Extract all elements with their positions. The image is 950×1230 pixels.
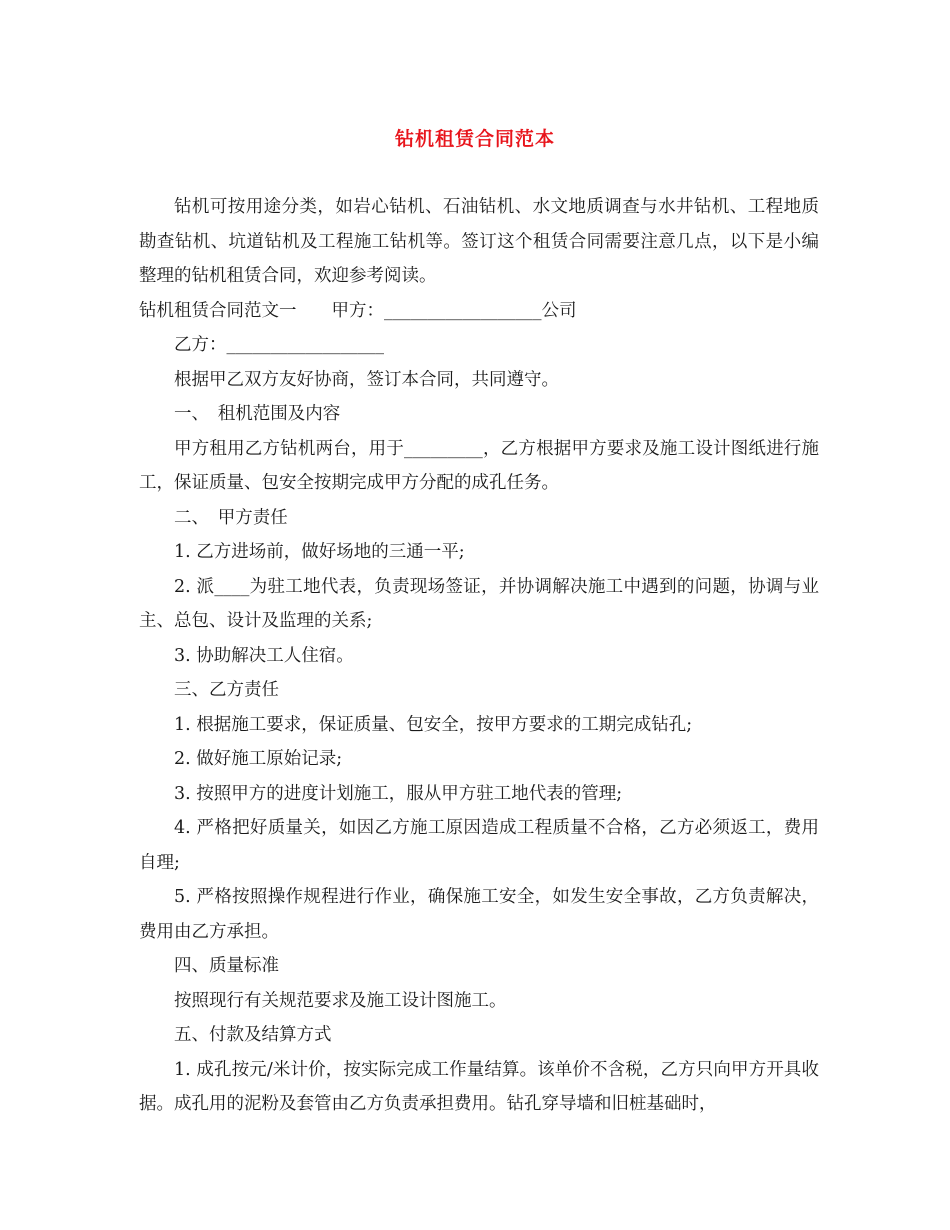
section-3-heading: 三、乙方责任	[174, 680, 279, 700]
section-4-text: 按照现行有关规范要求及施工设计图施工。	[174, 990, 507, 1011]
section-3-item: 3. 按照甲方的进度计划施工，服从甲方驻工地代表的管理;	[174, 783, 623, 804]
section-5-text: 1. 成孔按元/米计价，按实际完成工作量结算。该单价不含税，乙方只向甲方开具收据。成孔用的泥粉及套管由乙方负责承担费用。钻孔穿导墙和旧桩基础时，	[139, 1059, 819, 1114]
section-4-heading: 四、质量标准	[174, 956, 279, 976]
section-3-item: 2. 做好施工原始记录;	[174, 749, 343, 769]
party-b-line: 乙方：__________________	[174, 335, 384, 355]
preamble: 根据甲乙双方友好协商，签订本合同，共同遵守。	[174, 369, 559, 390]
section-1-text: 甲方租用乙方钻机两台，用于_________，乙方根据甲方要求及施工设计图纸进行施工，保证质量、包安全按期完成甲方分配的成孔任务。	[139, 438, 819, 493]
section-1-heading: 一、 租机范围及内容	[174, 404, 341, 424]
section-2-item: 1. 乙方进场前，做好场地的三通一平;	[174, 542, 465, 562]
section-3-item: 4. 严格把好质量关，如因乙方施工原因造成工程质量不合格，乙方必须返工，费用自理;	[139, 818, 819, 873]
section-5-heading: 五、付款及结算方式	[174, 1025, 332, 1045]
section-3-item: 5. 严格按照操作规程进行作业，确保施工安全，如发生安全事故，乙方负责解决，费用由乙方承担。	[139, 887, 819, 942]
document-body	[139, 190, 819, 1122]
section-3-item: 1. 根据施工要求，保证质量、包安全，按甲方要求的工期完成钻孔;	[174, 714, 693, 735]
party-a-line: 甲方：__________________公司	[331, 300, 577, 321]
sample-heading: 钻机租赁合同范文一	[139, 300, 297, 321]
section-2-item: 2. 派____为驻工地代表，负责现场签证，并协调解决施工中遇到的问题，协调与业主、总包、设计及监理的关系;	[139, 576, 819, 631]
document-title: 钻机租赁合同范本	[394, 128, 555, 150]
intro-paragraph: 钻机可按用途分类，如岩心钻机、石油钻机、水文地质调查与水井钻机、工程地质勘查钻机、坑道钻机及工程施工钻机等。签订这个租赁合同需要注意几点，以下是小编整理的钻机租赁合同，欢迎参考阅读。	[139, 197, 819, 286]
sample-heading-row	[139, 294, 819, 329]
section-2-item: 3. 协助解决工人住宿。	[174, 645, 354, 666]
section-2-heading: 二、 甲方责任	[174, 507, 288, 528]
